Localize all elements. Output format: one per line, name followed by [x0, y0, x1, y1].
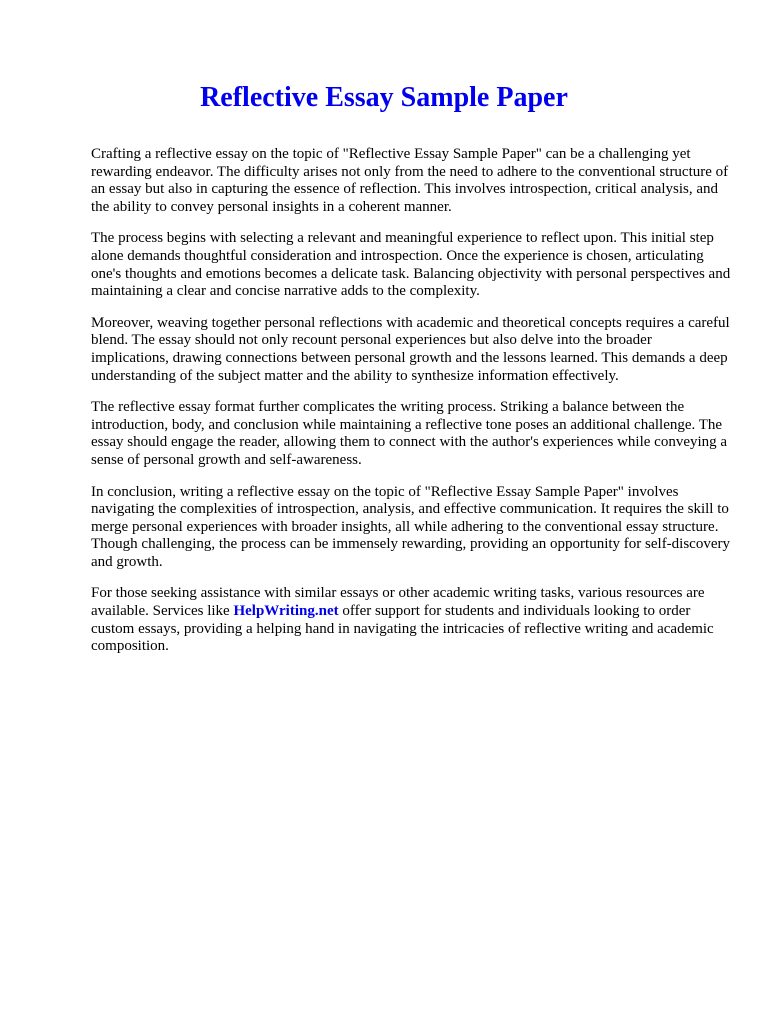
paragraph-5: In conclusion, writing a reflective essay on the topic of "Reflective Essay Sample Paper" involves navigating the complexities of introspection, analysis, and effective communication. It requires the skill to merge personal experiences with broader insights, all while adhering to the conventional essay structure. Though challenging, the process can be immensely rewarding, providing an opportunity for self-discovery and growth. — [91, 483, 730, 570]
paragraph-1: Crafting a reflective essay on the topic of "Reflective Essay Sample Paper" can be a challenging yet rewarding endeavor. The difficulty arises not only from the need to adhere to the conventional structure of an essay but also in capturing the essence of reflection. This involves introspection, critical analysis, and the ability to convey personal insights in a coherent manner. — [91, 146, 729, 215]
essay-body — [91, 146, 731, 670]
paragraph-6-after-link: offer support for students and individuals looking to order custom essays, providing a helping hand in navigating the intricacies of reflective writing and academic composition. — [91, 603, 714, 655]
paragraph-6-before-link: For those seeking assistance with similar essays or other academic writing tasks, various resources are available. Services like — [91, 585, 705, 620]
paragraph-4: The reflective essay format further complicates the writing process. Striking a balance between the introduction, body, and conclusion while maintaining a reflective tone poses an additional challenge. The essay should engage the reader, allowing them to connect with the author's experiences while conveying a sense of personal growth and self-awareness. — [91, 399, 728, 468]
paragraph-6 — [91, 585, 731, 655]
paragraph-2: The process begins with selecting a relevant and meaningful experience to reflect upon. This initial step alone demands thoughtful consideration and introspection. Once the experience is chosen, articulating one's thoughts and emotions becomes a delicate task. Balancing objectivity with personal perspectives and maintaining a clear and concise narrative adds to the complexity. — [91, 230, 731, 300]
paragraph-3: Moreover, weaving together personal reflections with academic and theoretical concepts requires a careful blend. The essay should not only recount personal experiences but also delve into the broader implications, drawing connections between personal growth and the lessons learned. This demands a deep understanding of the subject matter and the ability to synthesize information effectively. — [91, 314, 730, 384]
helpwriting-link[interactable]: HelpWriting.net — [233, 603, 339, 620]
page-title: Reflective Essay Sample Paper — [200, 82, 568, 113]
